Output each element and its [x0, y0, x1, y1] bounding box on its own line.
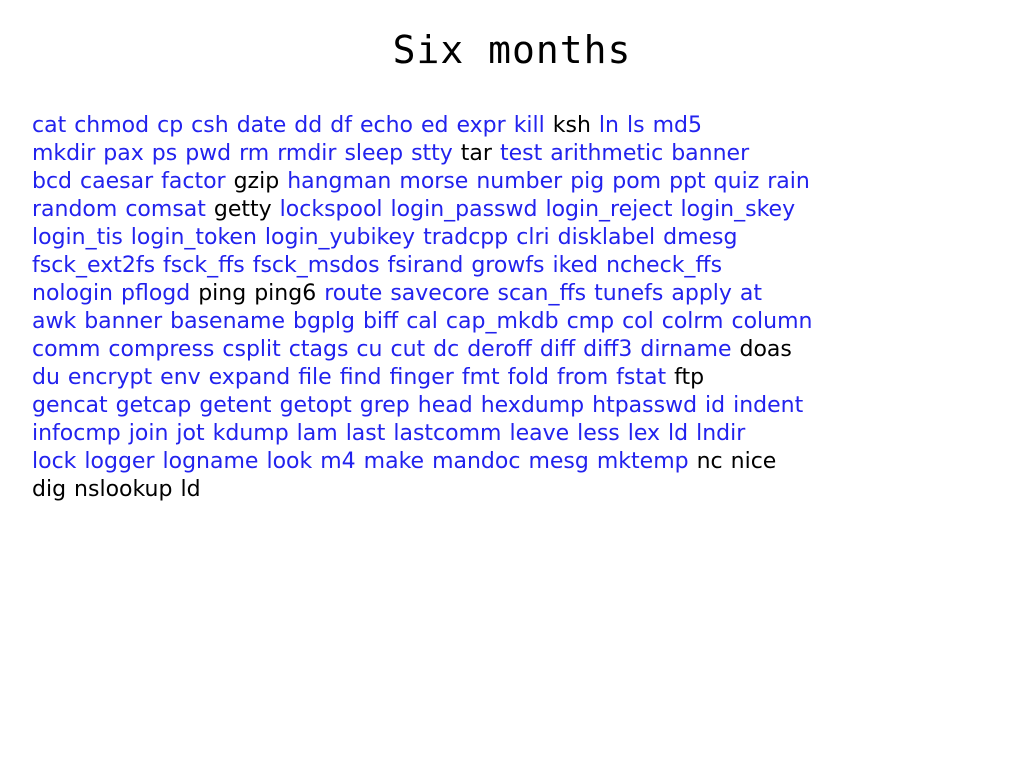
- command-word: lndir: [696, 421, 746, 446]
- command-word: md5: [652, 113, 702, 138]
- command-word: route: [324, 281, 383, 306]
- command-word: login_token: [130, 225, 257, 250]
- command-word: csh: [191, 113, 229, 138]
- command-word: ld: [668, 421, 689, 446]
- command-word: tradcpp: [423, 225, 509, 250]
- command-word: ctags: [288, 337, 349, 362]
- command-word: getcap: [115, 393, 192, 418]
- command-word: hangman: [287, 169, 392, 194]
- command-word: nologin: [32, 281, 113, 306]
- command-word: head: [417, 393, 473, 418]
- command-word: comsat: [125, 197, 206, 222]
- command-word: expr: [456, 113, 506, 138]
- command-word: dig: [32, 477, 67, 502]
- command-word: mandoc: [432, 449, 521, 474]
- command-word: grep: [359, 393, 410, 418]
- command-word: apply: [671, 281, 732, 306]
- command-word: pig: [570, 169, 605, 194]
- command-word: dc: [433, 337, 460, 362]
- command-word: ping6: [254, 281, 317, 306]
- command-word: compress: [108, 337, 215, 362]
- command-word: chmod: [74, 113, 150, 138]
- command-word: encrypt: [67, 365, 153, 390]
- command-word: fstat: [616, 365, 667, 390]
- command-word: login_tis: [32, 225, 123, 250]
- command-word: du: [32, 365, 60, 390]
- command-word: cmp: [566, 309, 615, 334]
- command-word: fsck_msdos: [252, 253, 380, 278]
- command-line: [32, 196, 994, 224]
- command-word: kdump: [212, 421, 289, 446]
- command-word: banner: [671, 141, 750, 166]
- command-word: clri: [516, 225, 550, 250]
- command-word: growfs: [471, 253, 545, 278]
- command-word: disklabel: [557, 225, 656, 250]
- command-word: dmesg: [663, 225, 738, 250]
- command-list: [32, 112, 994, 504]
- command-word: col: [622, 309, 654, 334]
- command-word: infocmp: [32, 421, 121, 446]
- command-word: getent: [199, 393, 272, 418]
- command-word: make: [363, 449, 425, 474]
- command-word: leave: [509, 421, 570, 446]
- command-word: awk: [32, 309, 77, 334]
- command-word: mktemp: [596, 449, 689, 474]
- command-word: scan_ffs: [497, 281, 587, 306]
- command-word: fsck_ext2fs: [32, 253, 156, 278]
- command-word: gzip: [233, 169, 280, 194]
- command-line: [32, 112, 994, 140]
- command-word: rm: [239, 141, 270, 166]
- command-word: factor: [161, 169, 226, 194]
- command-word: doas: [739, 337, 792, 362]
- command-word: getty: [213, 197, 272, 222]
- command-word: ftp: [674, 365, 705, 390]
- command-word: find: [339, 365, 382, 390]
- command-word: colrm: [661, 309, 724, 334]
- command-word: caesar: [80, 169, 154, 194]
- command-word: mkdir: [32, 141, 96, 166]
- command-word: arithmetic: [550, 141, 664, 166]
- command-word: login_skey: [680, 197, 796, 222]
- command-word: m4: [320, 449, 356, 474]
- command-word: lockspool: [279, 197, 383, 222]
- command-word: biff: [362, 309, 399, 334]
- command-line: [32, 364, 994, 392]
- command-word: indent: [733, 393, 804, 418]
- command-word: rain: [767, 169, 810, 194]
- command-word: cut: [390, 337, 426, 362]
- command-word: nslookup: [74, 477, 173, 502]
- command-word: dd: [294, 113, 323, 138]
- command-line: [32, 140, 994, 168]
- command-line: [32, 168, 994, 196]
- command-word: fold: [507, 365, 549, 390]
- command-word: id: [705, 393, 726, 418]
- command-line: [32, 224, 994, 252]
- command-word: basename: [170, 309, 285, 334]
- command-word: column: [731, 309, 813, 334]
- command-word: deroff: [467, 337, 532, 362]
- command-word: cu: [356, 337, 383, 362]
- command-word: bcd: [32, 169, 73, 194]
- command-line: [32, 336, 994, 364]
- command-word: lex: [627, 421, 661, 446]
- command-word: ncheck_ffs: [606, 253, 723, 278]
- command-word: logger: [84, 449, 155, 474]
- command-line: [32, 308, 994, 336]
- command-word: file: [298, 365, 332, 390]
- command-word: login_yubikey: [264, 225, 416, 250]
- command-word: morse: [399, 169, 469, 194]
- command-word: nc: [696, 449, 723, 474]
- command-word: finger: [389, 365, 454, 390]
- command-word: look: [266, 449, 313, 474]
- command-word: env: [160, 365, 201, 390]
- command-word: logname: [162, 449, 259, 474]
- command-line: [32, 420, 994, 448]
- command-word: ln: [598, 113, 619, 138]
- command-word: comm: [32, 337, 101, 362]
- command-word: pwd: [185, 141, 232, 166]
- command-word: number: [476, 169, 563, 194]
- command-word: pflogd: [121, 281, 191, 306]
- command-word: tunefs: [594, 281, 664, 306]
- command-word: echo: [359, 113, 413, 138]
- command-word: date: [236, 113, 287, 138]
- command-word: lastcomm: [393, 421, 502, 446]
- command-word: pax: [103, 141, 144, 166]
- command-word: pom: [612, 169, 662, 194]
- command-word: diff3: [583, 337, 633, 362]
- command-word: banner: [84, 309, 163, 334]
- command-word: iked: [552, 253, 599, 278]
- command-word: ppt: [669, 169, 706, 194]
- command-word: quiz: [713, 169, 760, 194]
- command-word: fmt: [461, 365, 500, 390]
- command-line: [32, 476, 994, 504]
- command-word: from: [556, 365, 609, 390]
- command-word: ksh: [552, 113, 591, 138]
- command-word: random: [32, 197, 118, 222]
- command-word: last: [345, 421, 386, 446]
- command-word: savecore: [390, 281, 490, 306]
- command-word: bgplg: [292, 309, 355, 334]
- command-word: expand: [208, 365, 291, 390]
- command-word: diff: [539, 337, 576, 362]
- page-title: Six months: [392, 28, 632, 72]
- command-word: lock: [32, 449, 77, 474]
- command-word: stty: [411, 141, 453, 166]
- command-word: getopt: [279, 393, 352, 418]
- command-word: jot: [176, 421, 205, 446]
- command-word: test: [499, 141, 543, 166]
- command-word: gencat: [32, 393, 108, 418]
- command-word: ed: [421, 113, 449, 138]
- command-word: csplit: [222, 337, 281, 362]
- command-word: sleep: [344, 141, 404, 166]
- command-word: cap_mkdb: [445, 309, 559, 334]
- command-line: [32, 280, 994, 308]
- command-word: ld: [180, 477, 201, 502]
- command-word: dirname: [640, 337, 732, 362]
- command-word: fsirand: [387, 253, 464, 278]
- command-word: fsck_ffs: [163, 253, 245, 278]
- command-word: cp: [157, 113, 184, 138]
- command-word: cal: [406, 309, 438, 334]
- command-word: hexdump: [480, 393, 585, 418]
- command-word: tar: [460, 141, 492, 166]
- command-word: cat: [32, 113, 67, 138]
- command-word: at: [739, 281, 763, 306]
- command-word: login_passwd: [390, 197, 538, 222]
- command-word: htpasswd: [592, 393, 698, 418]
- command-word: ps: [151, 141, 178, 166]
- command-word: ls: [626, 113, 645, 138]
- command-word: mesg: [528, 449, 589, 474]
- command-line: [32, 448, 994, 476]
- command-word: login_reject: [545, 197, 673, 222]
- command-word: join: [128, 421, 169, 446]
- command-line: [32, 392, 994, 420]
- command-word: rmdir: [277, 141, 337, 166]
- command-word: df: [330, 113, 352, 138]
- command-word: nice: [730, 449, 777, 474]
- command-word: ping: [198, 281, 247, 306]
- command-line: [32, 252, 994, 280]
- command-word: kill: [513, 113, 545, 138]
- command-word: less: [577, 421, 620, 446]
- command-word: lam: [296, 421, 338, 446]
